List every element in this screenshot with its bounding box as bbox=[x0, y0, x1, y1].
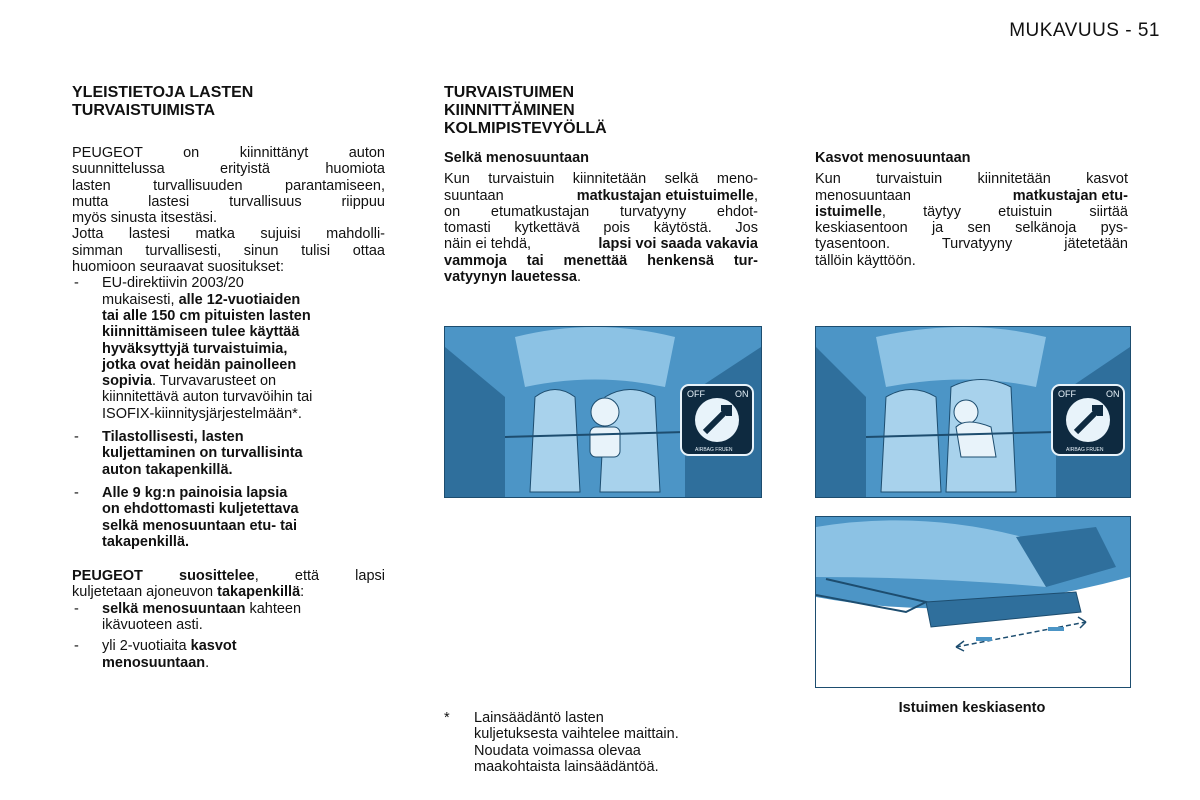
section-title-fitting: TURVAISTUIMEN KIINNITTÄMINEN KOLMIPISTEVYÖLLÄ bbox=[444, 84, 607, 137]
bullet-rear-facing: - selkä menosuuntaan kahteen ikävuoteen asti. bbox=[74, 600, 302, 634]
bullet-eu-directive: - EU-direktiivin 2003/20 mukaisesti, alle 12-vuotiaiden tai alle 150 cm pituisten lasten kiinnittämiseen tulee käyttää hyväksyttyjä turvaistuimia, jotka ovat heidän painolleen sopivia. Turvavarusteet on kiinnitettävä auton turvavöihin tai ISOFIX-kiinnitysjärjestelmään*. bbox=[74, 275, 313, 422]
column-2-text: Selkä menosuuntaan Kun turvaistuin kiinnitetään selkä meno- suuntaan matkustajan etuistuimelle, on etumatkustajan turvatyyny ehdot- tomasti kytkettävä pois käytöstä. Jos näin ei tehdä, lapsi voi saada vakavia vammoja tai menettää henkensä tur- vatyynyn lauetessa. bbox=[444, 150, 758, 286]
airbag-on-label-2: ON bbox=[1106, 389, 1120, 399]
figure-seat-middle-position bbox=[815, 516, 1131, 688]
intro-paragraph-2: Jotta lastesi matka sujuisi mahdolli- simman turvallisesti, sinun tulisi ottaa huomioon seuraavat suositukset: bbox=[72, 226, 385, 276]
page-header: MUKAVUUS - 51 bbox=[1009, 20, 1160, 41]
airbag-switch-label: AIRBAG FRUEN bbox=[695, 447, 733, 453]
section-title-general: YLEISTIETOJA LASTEN TURVAISTUIMISTA bbox=[72, 84, 254, 119]
car-interior-illustration-2 bbox=[816, 327, 1130, 497]
bullet-statistics: - Tilastollisesti, lasten kuljettaminen on turvallisinta auton takapenkillä. bbox=[74, 429, 303, 478]
airbag-on-label: ON bbox=[735, 389, 749, 399]
column-1-text bbox=[72, 145, 385, 671]
airbag-off-label-2: OFF bbox=[1058, 389, 1076, 399]
bullet-under-9kg: - Alle 9 kg:n painoisia lapsia on ehdottomasti kuljetettava selkä menosuuntaan etu- tai takapenkillä. bbox=[74, 484, 299, 550]
figure-forward-facing-seat bbox=[815, 326, 1131, 498]
figure-caption: Istuimen keskiasento bbox=[898, 700, 1046, 716]
car-interior-illustration bbox=[445, 327, 761, 497]
column-3-text: Kasvot menosuuntaan Kun turvaistuin kiinnitetään kasvot menosuuntaan matkustajan etu- istuimelle, täytyy etuistuin siirtää keskiasentoon ja sen selkänoja pys- tyasentoon. Turvatyyny jätetetään tällöin käyttöön. bbox=[815, 150, 1128, 269]
bullet-forward-facing: - yli 2-vuotiaita kasvot menosuuntaan. bbox=[74, 638, 237, 671]
intro-paragraph: PEUGEOT on kiinnittänyt auton suunnittelussa erityistä huomiota lasten turvallisuuden parantamiseen, mutta lastesi turvallisuus riippuu myös sinusta itsestäsi. bbox=[72, 145, 385, 227]
subtitle-forward-facing: Kasvot menosuuntaan bbox=[815, 150, 971, 166]
recommendation: PEUGEOT suosittelee, että lapsi kuljetetaan ajoneuvon takapenkillä: bbox=[72, 568, 386, 601]
footnote: * Lainsäädäntö lasten kuljetuksesta vaihtelee maittain. Noudata voimassa olevaa maakohtaista lainsäädäntöä. bbox=[444, 710, 679, 775]
seat-rail-illustration bbox=[816, 517, 1130, 687]
figure-rear-facing-seat bbox=[444, 326, 762, 498]
airbag-switch-label-2: AIRBAG FRUEN bbox=[1066, 447, 1104, 453]
subtitle-rear-facing: Selkä menosuuntaan bbox=[444, 150, 590, 166]
airbag-off-label: OFF bbox=[687, 389, 705, 399]
